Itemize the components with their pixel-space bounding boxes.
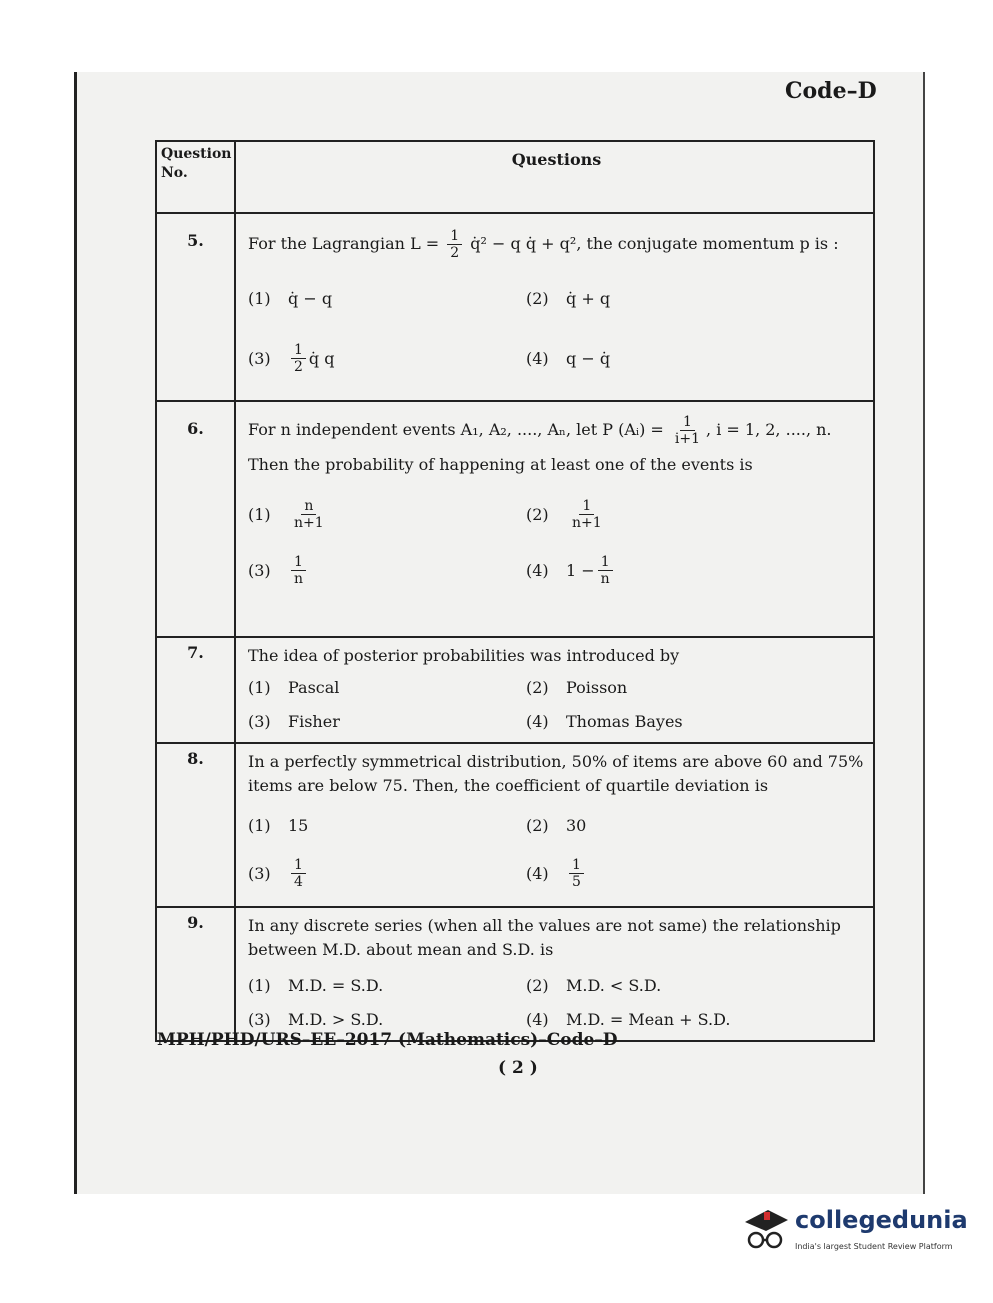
column-question-no: Question No. <box>156 141 235 213</box>
graduate-cap-icon <box>740 1204 790 1254</box>
option-4: (4) $\frac{1}{5}$ <box>526 856 865 890</box>
option-4: (4) Thomas Bayes <box>526 711 683 731</box>
question-row <box>156 637 874 743</box>
question-number: 5. <box>187 231 204 250</box>
question-stem: For n independent events A₁, A₂, ...., Aₙ, let P (Aᵢ) = $\frac{1}{i+1}$ , i = 1, 2, ...., n. <box>248 414 832 447</box>
question-table <box>155 140 875 1042</box>
option-4: (4) 1 − $\frac{1}{n}$ <box>526 553 865 587</box>
fraction: $\frac{1}{i+1}$ <box>674 414 701 447</box>
option-3: (3) $\frac{1}{2}$ q̇ q <box>248 341 335 375</box>
option-2: (2) M.D. < S.D. <box>526 975 662 995</box>
logo-tagline: India's largest Student Review Platform <box>795 1242 953 1251</box>
question-row <box>156 213 874 401</box>
options <box>248 670 865 738</box>
option-4: (4) M.D. = Mean + S.D. <box>526 1009 731 1029</box>
option-3: (3) $\frac{1}{n}$ <box>248 553 526 587</box>
column-questions: Questions <box>235 141 874 213</box>
fraction: $\frac{1}{2}$ <box>447 228 462 261</box>
option-3: (3) Fisher <box>248 711 340 731</box>
question-stem: The idea of posterior probabilities was introduced by <box>248 646 680 665</box>
question-stem: In any discrete series (when all the values are not same) the relationship between M.D. about mean and S.D. is <box>248 916 841 959</box>
options <box>248 808 865 890</box>
question-row <box>156 401 874 637</box>
option-4: (4) q − q̇ <box>526 348 611 368</box>
option-3: (3) $\frac{1}{4}$ <box>248 856 526 890</box>
option-1: (1) M.D. = S.D. <box>248 975 384 995</box>
options <box>248 968 865 1036</box>
logo-name: collegedunia <box>795 1206 968 1234</box>
option-2: (2) $\frac{1}{n+1}$ <box>526 497 602 531</box>
option-1: (1) Pascal <box>248 677 340 697</box>
option-2: (2) q̇ + q <box>526 288 611 308</box>
options <box>248 497 865 587</box>
question-stem-line2: Then the probability of happening at least one of the events is <box>248 455 753 474</box>
option-1: (1) 15 <box>248 815 309 835</box>
table-header <box>156 141 874 213</box>
question-number: 6. <box>187 419 204 438</box>
option-1: (1) q̇ − q <box>248 288 333 308</box>
paper-code: Code–D <box>785 78 877 104</box>
question-number: 8. <box>187 749 204 768</box>
question-row <box>156 743 874 907</box>
option-2: (2) 30 <box>526 815 587 835</box>
collegedunia-logo[interactable] <box>740 1200 968 1260</box>
option-2: (2) Poisson <box>526 677 628 697</box>
question-row <box>156 907 874 1041</box>
option-1: (1) $\frac{n}{n+1}$ <box>248 497 324 531</box>
question-stem: In a perfectly symmetrical distribution, 50% of items are above 60 and 75% items are below 75. Then, the coefficient of quartile deviation is <box>248 752 864 795</box>
option-3: (3) M.D. > S.D. <box>248 1009 384 1029</box>
paper-footer: MPH/PHD/URS–EE–2017 (Mathematics)–Code–D <box>157 1030 618 1050</box>
fraction: $\frac{1}{2}$ <box>291 342 306 375</box>
page-number: ( 2 ) <box>498 1058 538 1078</box>
question-stem: For the Lagrangian L = $\frac{1}{2}$ q̇² − q q̇ + q², the conjugate momentum p is : <box>248 228 839 261</box>
question-number: 9. <box>187 913 204 932</box>
options <box>248 281 865 375</box>
question-number: 7. <box>187 643 204 662</box>
